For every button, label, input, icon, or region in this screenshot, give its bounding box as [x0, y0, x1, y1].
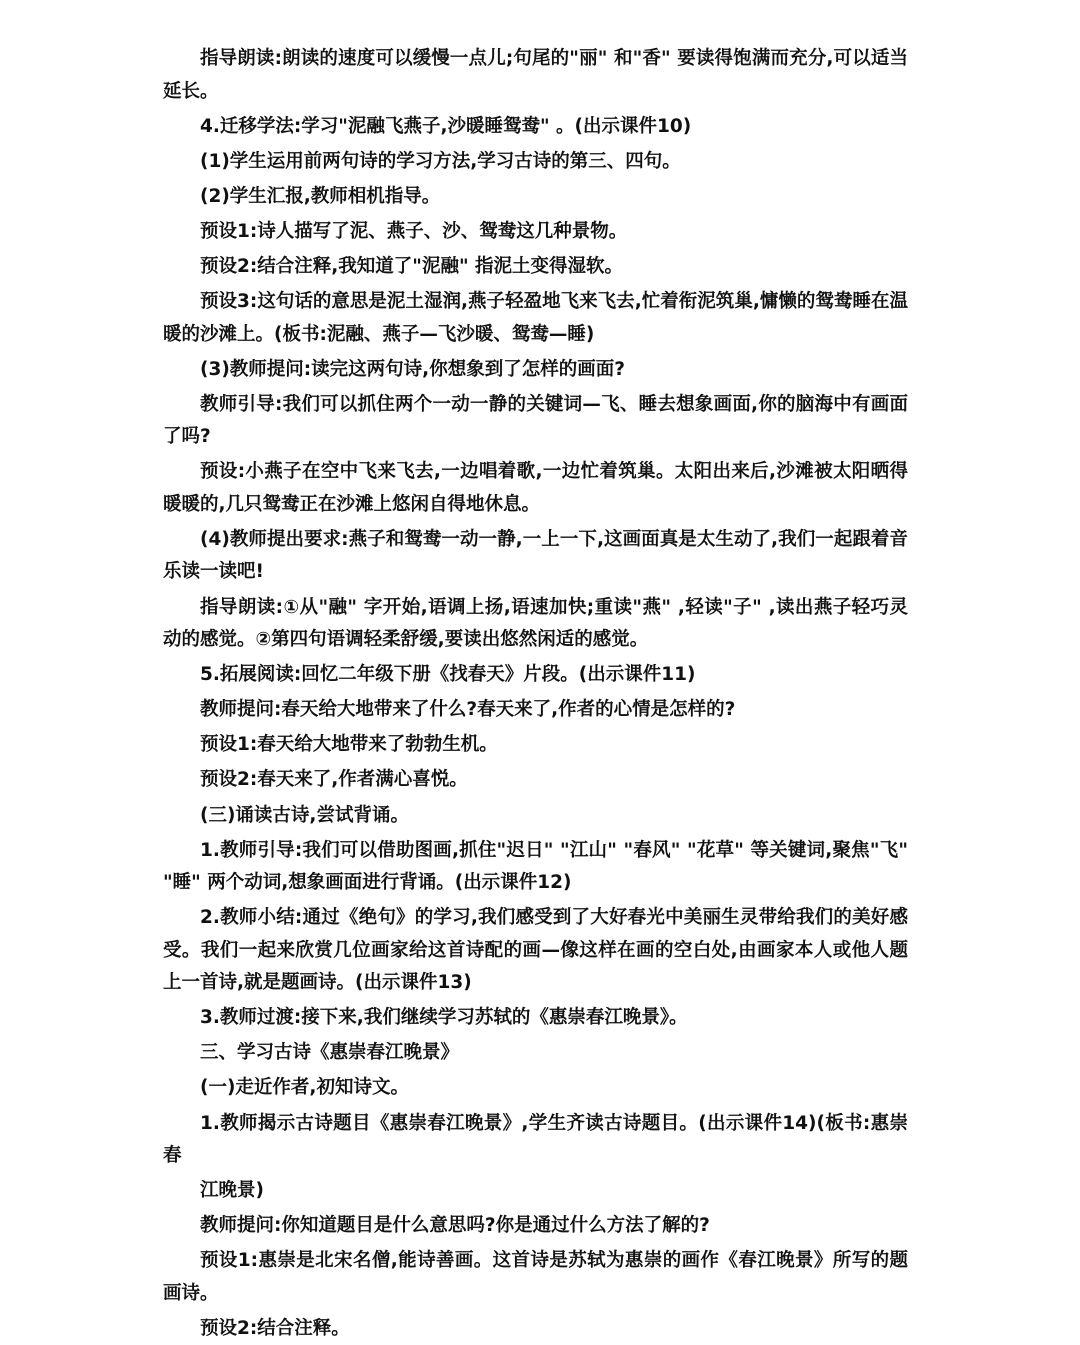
section-heading-author: (一)走近作者,初知诗文。 [200, 1077, 409, 1099]
paragraph-transition: 3.教师过渡:接下来,我们继续学习苏轼的《惠崇春江晚景》。 [200, 1007, 688, 1029]
paragraph-preset-2: 预设2:结合注释,我知道了"泥融" 指泥土变得湿软。 [200, 255, 624, 277]
paragraph-extended-reading: 5.拓展阅读:回忆二年级下册《找春天》片段。(出示课件11) [200, 664, 696, 686]
paragraph-reveal-title: 1.教师揭示古诗题目《惠崇春江晚景》,学生齐读古诗题目。(出示课件14)(板书:惠崇春 [163, 1112, 908, 1167]
section-heading-poem: 三、学习古诗《惠崇春江晚景》 [200, 1042, 460, 1064]
paragraph-preset-3: 预设3:这句话的意思是泥土湿润,燕子轻盈地飞来飞去,忙着衔泥筑巢,慵懒的鸳鸯睡在温暖的沙滩上。(板书:泥融、燕子—飞沙暖、鸳鸯—睡) [163, 291, 908, 345]
paragraph-guided-reading-1: 指导朗读:朗读的速度可以缓慢一点儿;句尾的"丽" 和"香" 要读得饱满而充分,可以适当延长。 [163, 48, 908, 102]
paragraph-step-1: (1)学生运用前两句诗的学习方法,学习古诗的第三、四句。 [200, 150, 681, 172]
paragraph-teacher-question-title: 教师提问:你知道题目是什么意思吗?你是通过什么方法了解的? [200, 1215, 710, 1237]
paragraph-preset-spring-2: 预设2:春天来了,作者满心喜悦。 [200, 769, 468, 791]
paragraph-guided-reading-2: 指导朗读:①从"融" 字开始,语调上扬,语速加快;重读"燕" ,轻读"子" ,读出燕子轻巧灵动的感觉。②第四句语调轻柔舒缓,要读出悠然闲适的感觉。 [163, 596, 908, 651]
paragraph-preset-1: 预设1:诗人描写了泥、燕子、沙、鸳鸯这几种景物。 [200, 220, 628, 242]
paragraph-step-4: (4)教师提出要求:燕子和鸳鸯一动一静,一上一下,这画面真是太生动了,我们一起跟着音乐读一读吧! [163, 528, 908, 583]
paragraph-recite-guide: 1.教师引导:我们可以借助图画,抓住"迟日" "江山" "春风" "花草" 等关键词,聚焦"飞" "睡" 两个动词,想象画面进行背诵。(出示课件12) [163, 839, 908, 894]
paragraph-preset-title-2: 预设2:结合注释。 [200, 1317, 350, 1339]
paragraph-step-3: (3)教师提问:读完这两句诗,你想象到了怎样的画面? [200, 358, 625, 380]
paragraph-transfer-method: 4.迁移学法:学习"泥融飞燕子,沙暖睡鸳鸯" 。(出示课件10) [200, 115, 692, 137]
paragraph-teacher-guide: 教师引导:我们可以抓住两个一动一静的关键词—飞、睡去想象画面,你的脑海中有画面了吗? [163, 393, 908, 448]
paragraph-preset-scene: 预设:小燕子在空中飞来飞去,一边唱着歌,一边忙着筑巢。太阳出来后,沙滩被太阳晒得暖暖的,几只鸳鸯正在沙滩上悠闲自得地休息。 [163, 461, 908, 515]
paragraph-summary: 2.教师小结:通过《绝句》的学习,我们感受到了大好春光中美丽生灵带给我们的美好感受。我们一起来欣赏几位画家给这首诗配的画—像这样在画的空白处,由画家本人或他人题上一首诗,就是题画诗。(出示课件13) [163, 907, 908, 994]
paragraph-step-2: (2)学生汇报,教师相机指导。 [200, 185, 441, 207]
paragraph-teacher-question-spring: 教师提问:春天给大地带来了什么?春天来了,作者的心情是怎样的? [200, 699, 736, 721]
paragraph-reveal-title-cont: 江晚景) [200, 1180, 264, 1202]
paragraph-preset-title-1: 预设1:惠崇是北宋名僧,能诗善画。这首诗是苏轼为惠崇的画作《春江晚景》所写的题画诗。 [163, 1250, 908, 1304]
paragraph-preset-spring-1: 预设1:春天给大地带来了勃勃生机。 [200, 734, 498, 756]
section-heading-recite: (三)诵读古诗,尝试背诵。 [200, 804, 409, 826]
